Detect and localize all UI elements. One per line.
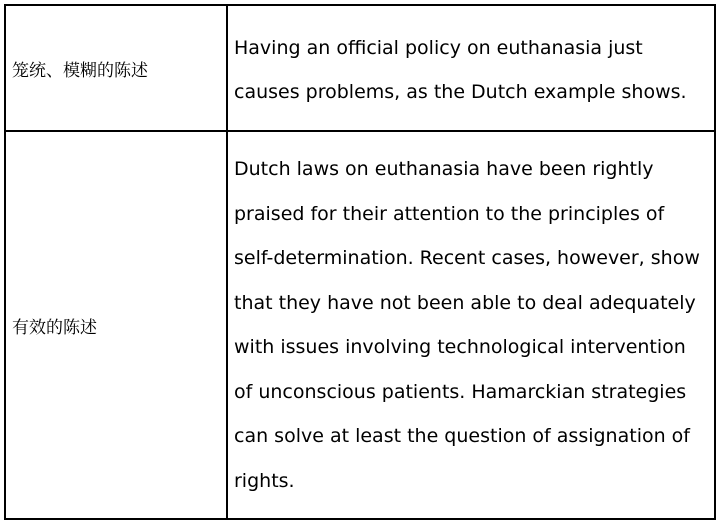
text-line: can solve at least the question of assignation of [234,425,690,447]
text-line: causes problems, as the Dutch example shows. [234,81,687,103]
table-row-effective [5,131,715,519]
text-line: praised for their attention to the principles of [234,202,665,225]
text-line: Having an official policy on euthanasia just [234,36,643,59]
row-text-effective [227,131,715,519]
text-line: self-determination. Recent cases, however, show [234,247,700,269]
table-row-vague [5,5,715,131]
text-line: rights. [234,469,295,492]
row-label-vague: 笼统、模糊的陈述 [5,5,227,131]
row-text-vague [227,5,715,131]
text-line: that they have not been able to deal adequately [234,291,696,314]
text-line: with issues involving technological intervention [234,336,686,358]
row-label-effective: 有效的陈述 [5,131,227,519]
text-line: of unconscious patients. Hamarckian strategies [234,380,687,403]
text-line: Dutch laws on euthanasia have been rightly [234,158,654,180]
comparison-table [4,4,716,520]
